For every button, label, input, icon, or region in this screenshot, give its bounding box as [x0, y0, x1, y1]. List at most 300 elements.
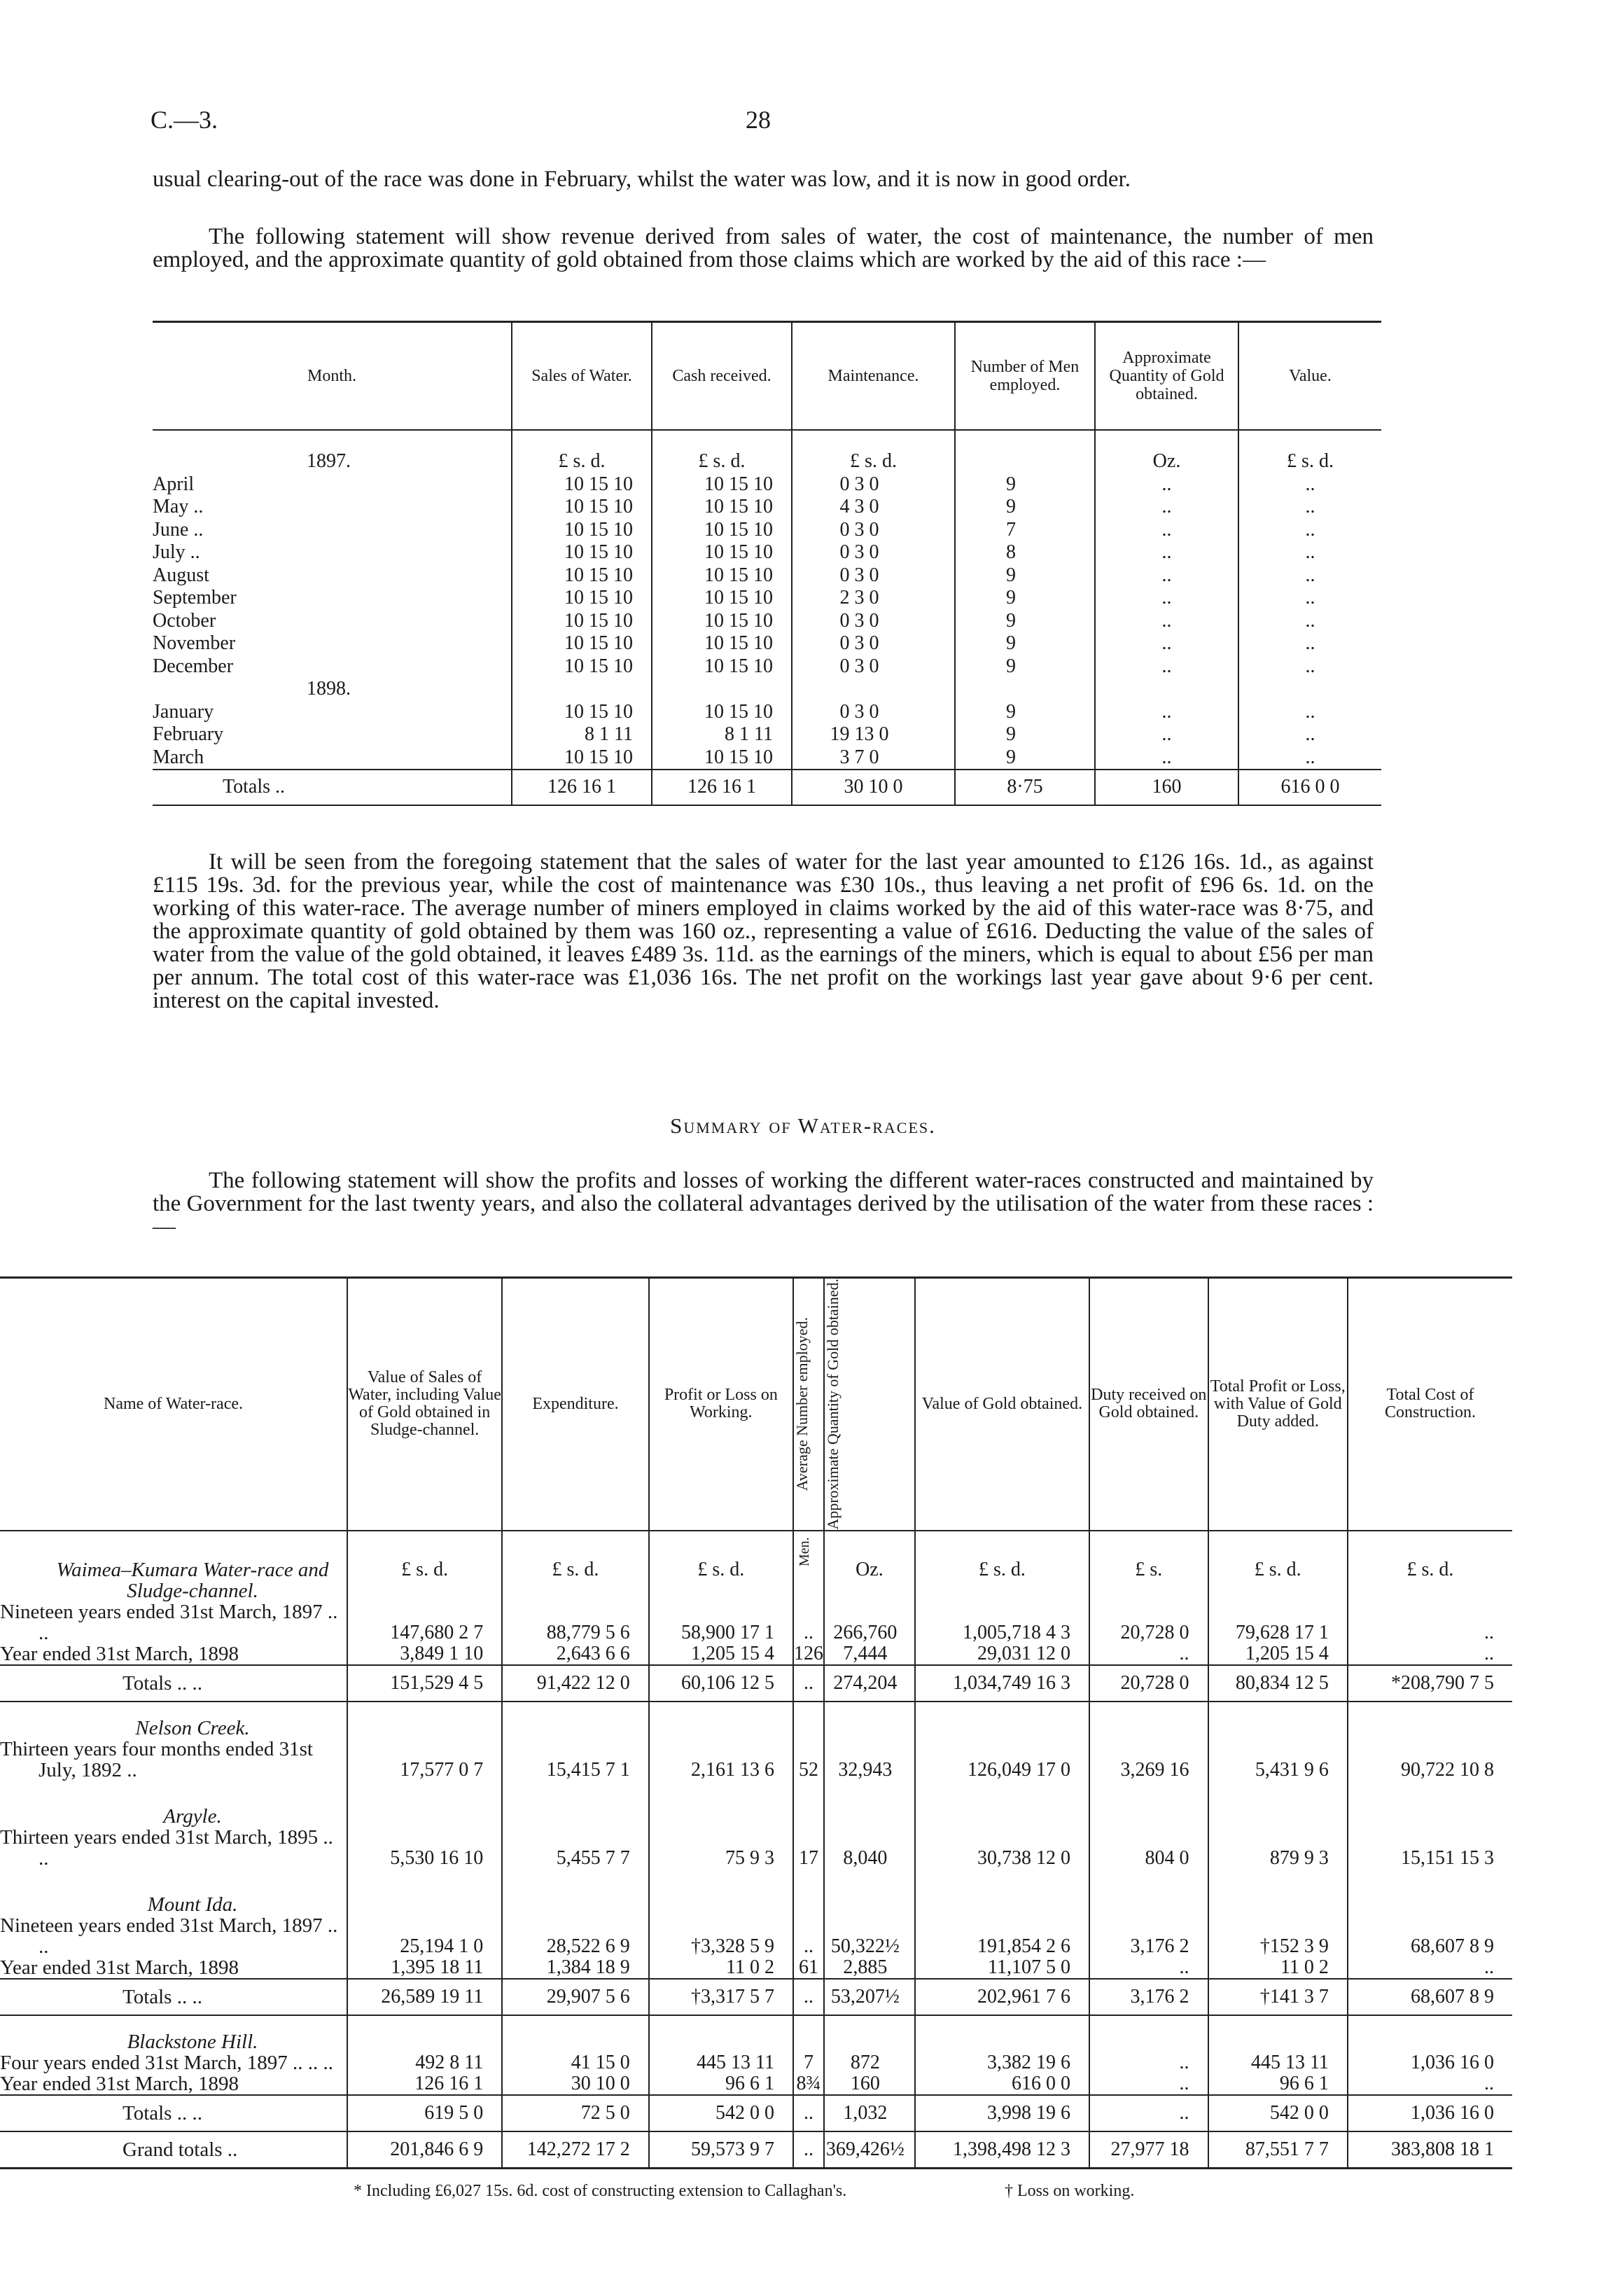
table-row-expenditure: 1,384 18 9: [502, 1957, 648, 1979]
empty-cell: [1095, 678, 1238, 701]
table-row: [0, 1601, 1512, 1643]
table-row: [0, 1739, 1512, 1781]
page-number: 28: [746, 106, 771, 134]
table-row-value-gold: 30,738 12 0: [915, 1827, 1089, 1869]
table-row-duty: 804 0: [1089, 1827, 1208, 1869]
month-label: February: [153, 723, 224, 745]
unit-cell: £ s. d.: [1208, 1531, 1348, 1601]
summary-intro-paragraph: The following statement will show the profits and losses of working the different water-races constructed and maintained by the Government for the last twenty years, and also the collateral advantages derived by the utilisation of the water from these races :—: [153, 1168, 1374, 1239]
table-row-value-sales: 25,194 1 0: [347, 1915, 502, 1957]
cash-cell: 10 15 10: [652, 655, 792, 679]
unit-cell: [1089, 1790, 1208, 1827]
value-cell: ..: [1238, 564, 1381, 587]
group-title-row: [0, 1790, 1512, 1827]
empty-cell: [1089, 1781, 1208, 1790]
table-row-men: 7: [793, 2052, 824, 2073]
group-title-cell: [0, 1702, 347, 1739]
cash-cell: 8 1 11: [652, 723, 792, 746]
totals-row-label: Totals .. ..: [0, 1665, 347, 1702]
group-title-row: [0, 1531, 1512, 1601]
unit-cell: [1208, 1879, 1348, 1915]
table-row-total-profit: 79,628 17 1: [1208, 1601, 1348, 1643]
table-row-quantity: 160: [824, 2073, 915, 2095]
totals-maintenance: 30 10 0: [792, 770, 955, 805]
unit-cell: [347, 2015, 502, 2052]
col-sales: Sales of Water.: [512, 322, 652, 431]
group-title-cell: [0, 1879, 347, 1915]
table-row-total-profit: 445 13 11: [1208, 2052, 1348, 2073]
table-row-expenditure: 41 15 0: [502, 2052, 648, 2073]
table-row: [0, 2052, 1512, 2073]
value-cell: ..: [1238, 587, 1381, 610]
document-code: C.—3.: [151, 106, 218, 134]
year-label: 1897.: [307, 450, 351, 472]
table1-units-row: [153, 430, 1381, 473]
value-cell: ..: [1238, 655, 1381, 679]
table-row-quantity: 266,760: [824, 1601, 915, 1643]
table-row-value-gold: 1,005,718 4 3: [915, 1601, 1089, 1643]
empty-cell: [347, 1869, 502, 1879]
totals-row: [0, 2095, 1512, 2131]
value-cell: ..: [1238, 610, 1381, 633]
table-row-label: Thirteen years ended 31st March, 1895 .. ..: [0, 1825, 333, 1870]
table-row-profit-loss: 58,900 17 1: [649, 1601, 793, 1643]
table-row: [153, 701, 1381, 724]
sales-cell: 10 15 10: [512, 473, 652, 496]
unit-cell: [1348, 1702, 1512, 1739]
table-row: [0, 2073, 1512, 2095]
month-cell: [153, 587, 512, 610]
table-row-quantity: 8,040: [824, 1827, 915, 1869]
grand-totals-row-total-profit: 87,551 7 7: [1208, 2131, 1348, 2169]
table-row-profit-loss: 2,161 13 6: [649, 1739, 793, 1781]
month-cell: [153, 610, 512, 633]
table-row-total-profit: 5,431 9 6: [1208, 1739, 1348, 1781]
table-row-expenditure: 88,779 5 6: [502, 1601, 648, 1643]
gold-cell: ..: [1095, 564, 1238, 587]
cash-cell: 10 15 10: [652, 610, 792, 633]
group-title: Argyle.: [163, 1804, 222, 1828]
table-row-value-gold: 11,107 5 0: [915, 1957, 1089, 1979]
table-row-value-sales: 492 8 11: [347, 2052, 502, 2073]
empty-cell: [1348, 1869, 1512, 1879]
year-label: 1898.: [307, 678, 351, 700]
men-cell: 9: [955, 723, 1095, 746]
maintenance-cell: 0 3 0: [792, 541, 955, 564]
footnote-star: * Including £6,027 15s. 6d. cost of constructing extension to Callaghan's.: [354, 2182, 847, 2200]
totals-row-men: ..: [793, 1979, 824, 2015]
col-duty: Duty received on Gold obtained.: [1089, 1278, 1208, 1531]
table-row-men: ..: [793, 1915, 824, 1957]
totals-row: [0, 1665, 1512, 1702]
gold-cell: ..: [1095, 723, 1238, 746]
table-row-expenditure: 5,455 7 7: [502, 1827, 648, 1869]
summary-heading: Summary of Water-races.: [670, 1113, 936, 1138]
empty-cell: [792, 678, 955, 701]
totals-gold: 160: [1095, 770, 1238, 805]
men-cell: 9: [955, 655, 1095, 679]
month-label: April: [153, 473, 195, 495]
table-row-label: Thirteen years four months ended 31st July, 1892 ..: [0, 1737, 313, 1781]
totals-row-value-sales: 619 5 0: [347, 2095, 502, 2131]
sales-cell: 10 15 10: [512, 701, 652, 724]
cash-cell: 10 15 10: [652, 541, 792, 564]
table-row-duty: ..: [1089, 1643, 1208, 1665]
empty-cell: [824, 1869, 915, 1879]
table-row-quantity: 872: [824, 2052, 915, 2073]
totals-row-profit-loss: 542 0 0: [649, 2095, 793, 2131]
empty-cell: [915, 1781, 1089, 1790]
empty-cell: [502, 1781, 648, 1790]
unit-cell: Men.: [793, 1531, 824, 1601]
sales-cell: 10 15 10: [512, 746, 652, 770]
unit-cell: [915, 2015, 1089, 2052]
maintenance-cell: 4 3 0: [792, 496, 955, 519]
table-row-total-cost: 68,607 8 9: [1348, 1915, 1512, 1957]
unit-cell: [649, 1879, 793, 1915]
unit-cell: [347, 1790, 502, 1827]
men-cell: 9: [955, 564, 1095, 587]
totals-row-value-sales: 26,589 19 11: [347, 1979, 502, 2015]
empty-cell: [502, 1869, 648, 1879]
intro-paragraph-1: usual clearing-out of the race was done in February, whilst the water was low, and it is now in good order.: [153, 167, 1131, 192]
men-cell: 9: [955, 496, 1095, 519]
col-men: Number of Men employed.: [955, 322, 1095, 431]
men-cell: 9: [955, 701, 1095, 724]
sales-cell: 10 15 10: [512, 632, 652, 655]
table-row-men: 17: [793, 1827, 824, 1869]
totals-row-total-profit: †141 3 7: [1208, 1979, 1348, 2015]
totals-row-total-profit: 542 0 0: [1208, 2095, 1348, 2131]
month-label: January: [153, 700, 214, 723]
unit-cell: [649, 1790, 793, 1827]
table-row-quantity: 2,885: [824, 1957, 915, 1979]
table-row-profit-loss: 445 13 11: [649, 2052, 793, 2073]
unit-cell: [824, 1790, 915, 1827]
col-expenditure: Expenditure.: [502, 1278, 648, 1531]
unit-cell: [502, 1702, 648, 1739]
unit-label: £ s. d.: [652, 430, 792, 473]
intro-paragraph-2: The following statement will show revenue derived from sales of water, the cost of maintenance, the number of men employed, and the approximate quantity of gold obtained from those claims which are worked by the aid of this race :—: [153, 224, 1374, 272]
sales-cell: 10 15 10: [512, 519, 652, 542]
col-maintenance: Maintenance.: [792, 322, 955, 431]
maintenance-cell: 0 3 0: [792, 564, 955, 587]
men-cell: 9: [955, 587, 1095, 610]
totals-row: [0, 1979, 1512, 2015]
empty-cell: [1208, 1869, 1348, 1879]
grand-totals-row-quantity: 369,426½: [824, 2131, 915, 2169]
table1-body: [153, 430, 1381, 805]
grand-totals-row-total-cost: 383,808 18 1: [1348, 2131, 1512, 2169]
table-row-profit-loss: 96 6 1: [649, 2073, 793, 2095]
table-row-label: Nineteen years ended 31st March, 1897 .. ..: [0, 1600, 338, 1644]
unit-cell: [649, 2015, 793, 2052]
table-row-value-gold: 126,049 17 0: [915, 1739, 1089, 1781]
totals-men: 8·75: [955, 770, 1095, 805]
sales-cell: 10 15 10: [512, 587, 652, 610]
month-cell: [153, 655, 512, 679]
table-row: [0, 1957, 1512, 1979]
unit-cell: [793, 1879, 824, 1915]
table-row-value-sales: 3,849 1 10: [347, 1643, 502, 1665]
totals-row-quantity: 53,207½: [824, 1979, 915, 2015]
month-cell: [153, 746, 512, 770]
group-title-cell: [0, 1531, 347, 1601]
totals-row-value-gold: 202,961 7 6: [915, 1979, 1089, 2015]
table-row: [0, 1643, 1512, 1665]
table-row: [153, 587, 1381, 610]
unit-cell: [915, 1879, 1089, 1915]
gold-cell: ..: [1095, 496, 1238, 519]
gold-cell: ..: [1095, 587, 1238, 610]
cash-cell: 10 15 10: [652, 564, 792, 587]
totals-row: [153, 770, 1381, 805]
totals-row-value-sales: 151,529 4 5: [347, 1665, 502, 1702]
table-row-label: Year ended 31st March, 1898: [0, 1642, 239, 1665]
col-cash: Cash received.: [652, 322, 792, 431]
empty-cell: [1208, 1781, 1348, 1790]
empty-cell: [1089, 1869, 1208, 1879]
gold-cell: ..: [1095, 473, 1238, 496]
table-row-quantity: 32,943: [824, 1739, 915, 1781]
table-row-expenditure: 28,522 6 9: [502, 1915, 648, 1957]
totals-row-expenditure: 72 5 0: [502, 2095, 648, 2131]
month-cell: [153, 564, 512, 587]
unit-label: £ s. d.: [792, 430, 955, 473]
group-title: Waimea–Kumara Water-race and Sludge-channel.: [56, 1558, 329, 1602]
empty-cell: [793, 1869, 824, 1879]
totals-row-expenditure: 91,422 12 0: [502, 1665, 648, 1702]
unit-cell: [1348, 1790, 1512, 1827]
maintenance-cell: 3 7 0: [792, 746, 955, 770]
totals-row-men: ..: [793, 1665, 824, 1702]
empty-cell: [955, 678, 1095, 701]
month-cell: [153, 632, 512, 655]
men-cell: 9: [955, 746, 1095, 770]
maintenance-cell: 0 3 0: [792, 610, 955, 633]
col-month: Month.: [153, 322, 512, 431]
totals-row-quantity: 1,032: [824, 2095, 915, 2131]
unit-cell: [1208, 1790, 1348, 1827]
maintenance-cell: 0 3 0: [792, 473, 955, 496]
table-row: [0, 1827, 1512, 1869]
sales-cell: 10 15 10: [512, 564, 652, 587]
col-total-profit: Total Profit or Loss, with Value of Gold Duty added.: [1208, 1278, 1348, 1531]
month-label: September: [153, 587, 237, 608]
totals-row-duty: 20,728 0: [1089, 1665, 1208, 1702]
totals-row-label: Totals .. ..: [0, 2095, 347, 2131]
month-label: August: [153, 564, 209, 586]
empty-cell: [1238, 678, 1381, 701]
empty-cell: [652, 678, 792, 701]
month-cell: [153, 701, 512, 724]
col-quantity-gold: [824, 1278, 915, 1531]
table-row-total-profit: 96 6 1: [1208, 2073, 1348, 2095]
value-cell: ..: [1238, 632, 1381, 655]
value-cell: ..: [1238, 519, 1381, 542]
men-cell: 9: [955, 632, 1095, 655]
col-profit-loss: Profit or Loss on Working.: [649, 1278, 793, 1531]
month-label: October: [153, 609, 216, 632]
totals-row-total-cost: 68,607 8 9: [1348, 1979, 1512, 2015]
unit-cell: [347, 1702, 502, 1739]
maintenance-cell: 0 3 0: [792, 519, 955, 542]
unit-cell: [1089, 1702, 1208, 1739]
month-label: May ..: [153, 496, 204, 517]
table2-body: [0, 1531, 1512, 2169]
totals-row-quantity: 274,204: [824, 1665, 915, 1702]
gold-cell: ..: [1095, 541, 1238, 564]
unit-cell: [824, 1702, 915, 1739]
men-cell: 7: [955, 519, 1095, 542]
cash-cell: 10 15 10: [652, 746, 792, 770]
men-cell: 9: [955, 473, 1095, 496]
water-races-summary-table: [0, 1276, 1512, 2169]
unit-cell: [1348, 2015, 1512, 2052]
table-row: [153, 519, 1381, 542]
table-row-duty: ..: [1089, 2073, 1208, 2095]
empty-cell: [0, 1869, 347, 1879]
totals-sales: 126 16 1: [512, 770, 652, 805]
value-cell: ..: [1238, 473, 1381, 496]
table-row-duty: ..: [1089, 1957, 1208, 1979]
table-row: [153, 610, 1381, 633]
sales-cell: 8 1 11: [512, 723, 652, 746]
totals-row-total-cost: *208,790 7 5: [1348, 1665, 1512, 1702]
table-row-total-cost: ..: [1348, 1643, 1512, 1665]
unit-label: £ s. d.: [512, 430, 652, 473]
table-row-value-gold: 3,382 19 6: [915, 2052, 1089, 2073]
table-row-value-gold: 191,854 2 6: [915, 1915, 1089, 1957]
month-cell: [153, 473, 512, 496]
unit-cell: £ s. d.: [1348, 1531, 1512, 1601]
unit-cell: £ s. d.: [915, 1531, 1089, 1601]
unit-cell: [1089, 1879, 1208, 1915]
unit-cell: [793, 1790, 824, 1827]
totals-row-value-gold: 3,998 19 6: [915, 2095, 1089, 2131]
table-row-label: Year ended 31st March, 1898: [0, 2072, 239, 2095]
empty-cell: [915, 1869, 1089, 1879]
footnote-dagger: † Loss on working.: [1005, 2182, 1135, 2200]
table-row: [153, 723, 1381, 746]
table-row-value-sales: 147,680 2 7: [347, 1601, 502, 1643]
empty-cell: [649, 1869, 793, 1879]
totals-row-men: ..: [793, 2095, 824, 2131]
table-row: [153, 632, 1381, 655]
men-cell: 9: [955, 610, 1095, 633]
group-title: Nelson Creek.: [135, 1716, 250, 1739]
grand-totals-row-men: ..: [793, 2131, 824, 2169]
gold-cell: ..: [1095, 632, 1238, 655]
unit-cell: [915, 1702, 1089, 1739]
sales-cell: 10 15 10: [512, 655, 652, 679]
col-average-men-label: Average Number employed.: [792, 1317, 811, 1491]
totals-row-profit-loss: 60,106 12 5: [649, 1665, 793, 1702]
table-row-value-sales: 5,530 16 10: [347, 1827, 502, 1869]
totals-row-expenditure: 29,907 5 6: [502, 1979, 648, 2015]
grand-totals-row-expenditure: 142,272 17 2: [502, 2131, 648, 2169]
value-cell: ..: [1238, 723, 1381, 746]
totals-row-duty: 3,176 2: [1089, 1979, 1208, 2015]
unit-label: £ s. d.: [1238, 430, 1381, 473]
gold-cell: ..: [1095, 610, 1238, 633]
sales-cell: 10 15 10: [512, 541, 652, 564]
table-row-total-cost: ..: [1348, 1601, 1512, 1643]
grand-totals-row-value-gold: 1,398,498 12 3: [915, 2131, 1089, 2169]
table-row-total-profit: 11 0 2: [1208, 1957, 1348, 1979]
table-row-value-gold: 29,031 12 0: [915, 1643, 1089, 1665]
table-row-profit-loss: †3,328 5 9: [649, 1915, 793, 1957]
totals-row-value-gold: 1,034,749 16 3: [915, 1665, 1089, 1702]
cash-cell: 10 15 10: [652, 519, 792, 542]
table-row-expenditure: 15,415 7 1: [502, 1739, 648, 1781]
group-title: Blackstone Hill.: [127, 2030, 258, 2053]
year-row: [153, 678, 1381, 701]
col-average-men: [793, 1278, 824, 1531]
month-label: March: [153, 746, 204, 768]
table-row: [153, 541, 1381, 564]
col-value: Value.: [1238, 322, 1381, 431]
unit-cell: Oz.: [824, 1531, 915, 1601]
sales-cell: 10 15 10: [512, 610, 652, 633]
sales-cell: 10 15 10: [512, 496, 652, 519]
unit-cell: £ s. d.: [347, 1531, 502, 1601]
unit-cell: [1089, 2015, 1208, 2052]
table-row-label: Year ended 31st March, 1898: [0, 1956, 239, 1979]
value-cell: ..: [1238, 701, 1381, 724]
gold-cell: ..: [1095, 655, 1238, 679]
table-row-total-cost: 1,036 16 0: [1348, 2052, 1512, 2073]
maintenance-cell: 0 3 0: [792, 632, 955, 655]
month-cell: [153, 723, 512, 746]
unit-cell: [915, 1790, 1089, 1827]
men-cell: 8: [955, 541, 1095, 564]
table-row-quantity: 50,322½: [824, 1915, 915, 1957]
water-race-statement-table: [153, 321, 1381, 806]
unit-cell: £ s. d.: [649, 1531, 793, 1601]
totals-value: 616 0 0: [1238, 770, 1381, 805]
table-row-total-cost: ..: [1348, 2073, 1512, 2095]
month-label: June ..: [153, 518, 204, 541]
col-name: Name of Water-race.: [0, 1278, 347, 1531]
col-value-sales: Value of Sales of Water, including Value of Gold obtained in Sludge-channel.: [347, 1278, 502, 1531]
group-title-cell: [0, 2015, 347, 2052]
table-row-total-cost: 90,722 10 8: [1348, 1739, 1512, 1781]
group-spacer: [0, 1781, 1512, 1790]
unit-cell: [502, 1879, 648, 1915]
unit-cell: [793, 1702, 824, 1739]
table-row: [153, 655, 1381, 679]
table-row-expenditure: 2,643 6 6: [502, 1643, 648, 1665]
value-cell: ..: [1238, 541, 1381, 564]
cash-cell: 10 15 10: [652, 632, 792, 655]
empty-cell: [649, 1781, 793, 1790]
table-row: [153, 473, 1381, 496]
empty-cell: [512, 678, 652, 701]
table-row-duty: 3,176 2: [1089, 1915, 1208, 1957]
table-row-total-cost: ..: [1348, 1957, 1512, 1979]
table1-header-row: [153, 322, 1381, 431]
table-row-total-profit: 879 9 3: [1208, 1827, 1348, 1869]
gold-cell: ..: [1095, 701, 1238, 724]
table-row-value-sales: 17,577 0 7: [347, 1739, 502, 1781]
table-row-total-cost: 15,151 15 3: [1348, 1827, 1512, 1869]
unit-cell: [502, 2015, 648, 2052]
value-cell: ..: [1238, 746, 1381, 770]
grand-totals-row-label: Grand totals ..: [0, 2131, 347, 2169]
table2-header-row: [0, 1278, 1512, 1531]
totals-row-duty: ..: [1089, 2095, 1208, 2131]
